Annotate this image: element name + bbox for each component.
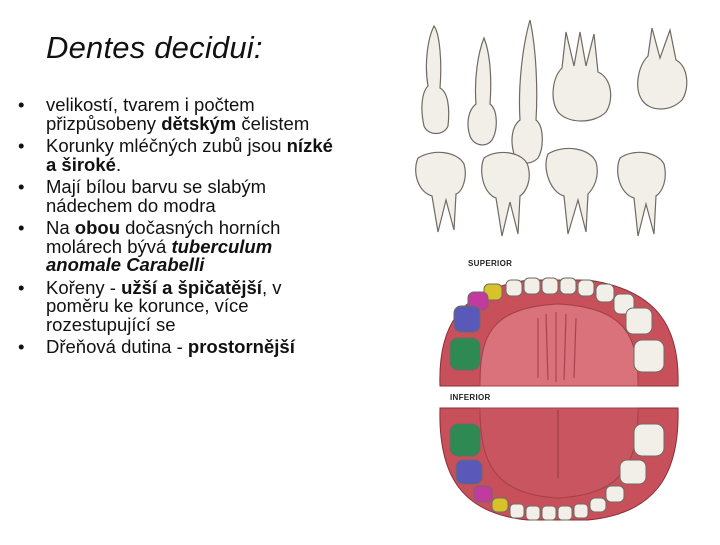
- bullet-text-segment: Korunky mléčných zubů jsou: [46, 135, 287, 156]
- bullet-item: [18, 219, 348, 275]
- bullet-text-segment: obou: [74, 217, 120, 238]
- bullet-text-segment: .: [115, 153, 122, 175]
- upper-tooth-purple: [454, 306, 480, 332]
- slide-title: Dentes decidui:: [46, 30, 263, 65]
- bullet-dot: •: [18, 176, 25, 197]
- bullet-dot: •: [18, 135, 25, 156]
- bullet-text-segment: Na: [46, 217, 75, 238]
- bullet-item: [18, 338, 348, 357]
- bullet-dot: •: [18, 94, 25, 115]
- upper-dental-arch: [440, 278, 678, 386]
- bullet-text-segment: velikostí, tvarem i počtem přizpůsobeny: [46, 94, 255, 134]
- teeth-drawing: [388, 8, 720, 540]
- lower-molar-tooth-1: [416, 152, 466, 232]
- lower-tooth-green: [450, 424, 480, 456]
- bullet-text-segment: dětským: [161, 112, 237, 134]
- incisor-tooth-2: [512, 20, 542, 163]
- bullet-text-segment: Mají bílou barvu se slabým nádechem do modra: [46, 176, 267, 216]
- bullet-text-segment: Kořeny -: [46, 276, 122, 298]
- bullet-dot: •: [18, 336, 25, 357]
- bullet-dot: •: [18, 276, 25, 298]
- bullet-item: [18, 178, 348, 215]
- bullet-item: [18, 276, 348, 335]
- lower-dental-arch: [440, 408, 678, 520]
- bullet-text-segment: Dřeňová dutina -: [46, 336, 188, 357]
- bullet-text-segment: , v poměru ke korunce, více rozestupující se: [46, 276, 282, 335]
- bullet-text-segment: tuberculum anomale Carabelli: [46, 235, 273, 275]
- label-inferior: INFERIOR: [450, 393, 491, 402]
- label-superior: SUPERIOR: [468, 259, 513, 268]
- lower-tooth-magenta: [474, 486, 492, 502]
- bullet-text-segment: dočasných horních molárech bývá: [46, 217, 281, 257]
- lower-molar-tooth-4: [618, 152, 666, 236]
- bullet-text-segment: nízké a široké: [46, 135, 333, 175]
- lower-molar-tooth-3: [546, 148, 597, 234]
- bullet-text-segment: užší a špičatější: [121, 276, 262, 298]
- bullet-text-segment: prostornější: [187, 336, 295, 357]
- bullet-dot: •: [18, 217, 25, 238]
- lower-tooth-yellow: [492, 498, 508, 512]
- upper-tooth-green: [450, 338, 480, 370]
- bullet-list: [18, 96, 348, 361]
- bullet-item: [18, 137, 348, 174]
- upper-molar-tooth: [553, 32, 611, 121]
- teeth-illustration: [388, 8, 720, 540]
- incisor-tooth-1: [422, 26, 449, 134]
- lower-tooth-purple: [456, 460, 482, 484]
- lower-molar-tooth-2: [482, 152, 530, 236]
- isolated-teeth: [416, 20, 687, 236]
- canine-tooth: [468, 38, 496, 145]
- bullet-item: [18, 96, 348, 133]
- bullet-text-segment: čelistem: [236, 112, 310, 134]
- molar-tooth-2: [638, 28, 687, 109]
